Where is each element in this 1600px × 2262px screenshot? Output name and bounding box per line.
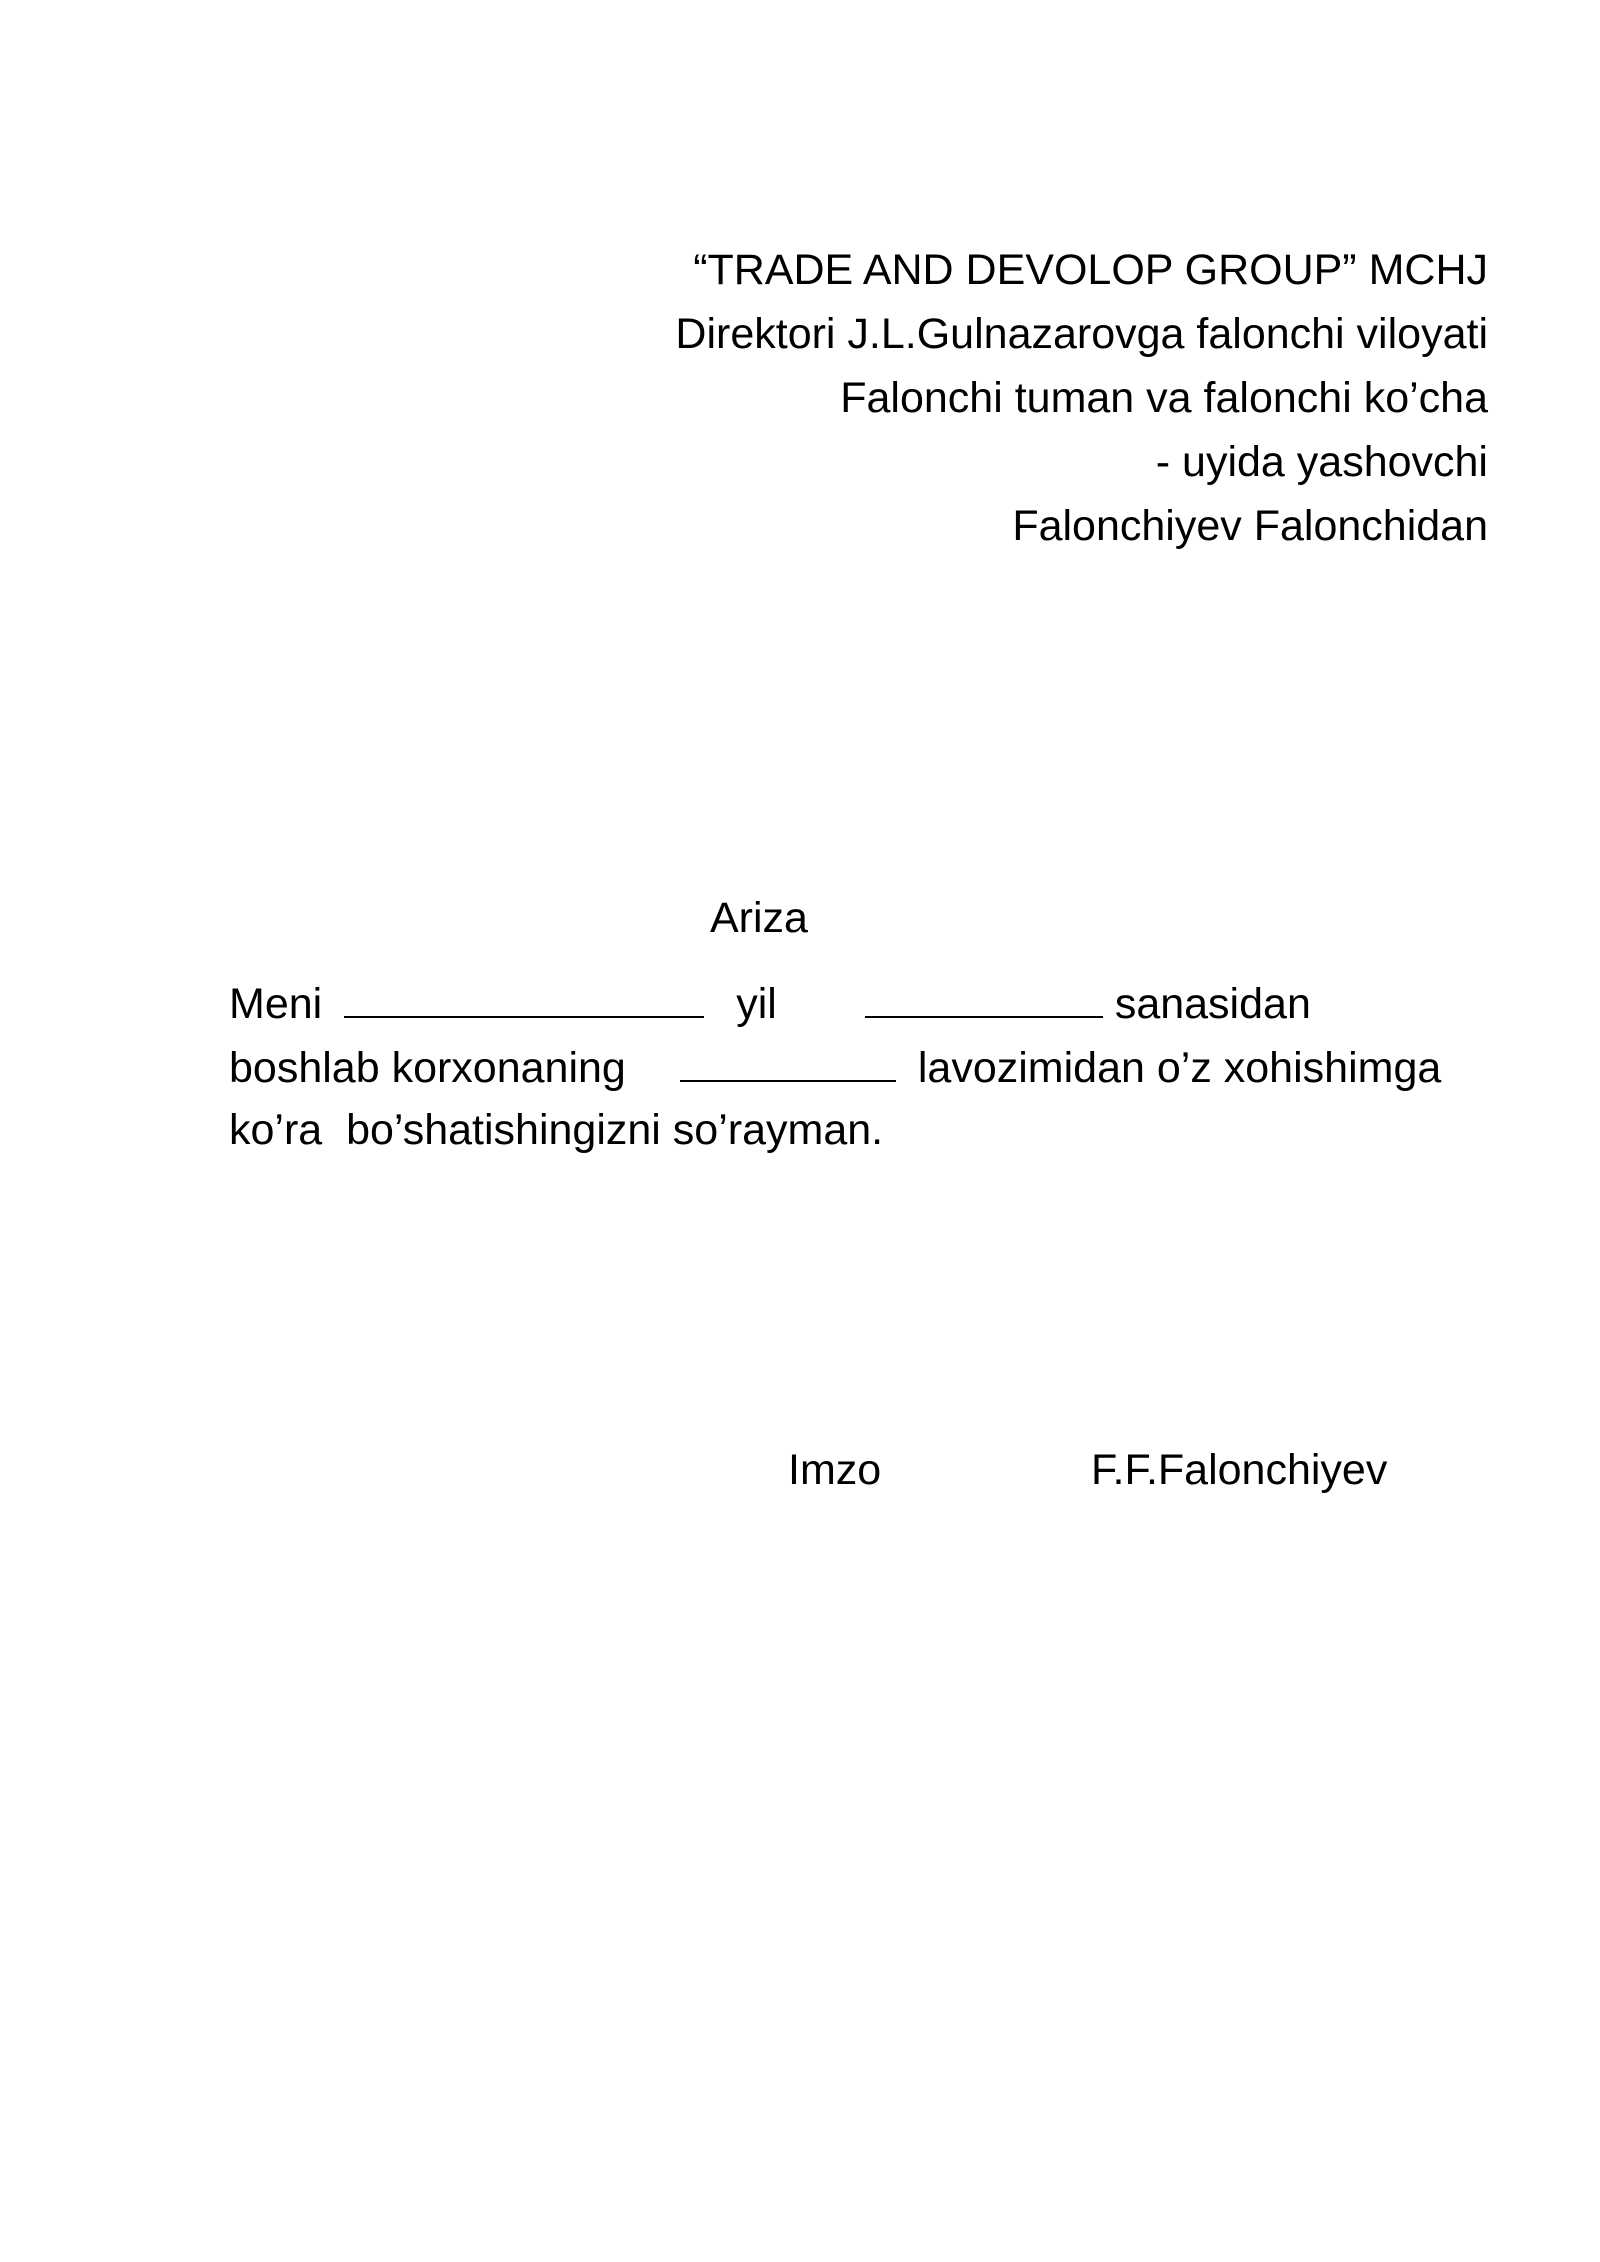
- document-title: Ariza: [710, 894, 808, 942]
- residence-line: - uyida yashovchi: [1155, 438, 1488, 486]
- addressee-block: [488, 238, 1488, 558]
- position-blank: [680, 1034, 896, 1082]
- body-text-boshlab: boshlab korxonaning: [229, 1044, 626, 1092]
- address-line: Falonchi tuman va falonchi ko’cha: [840, 374, 1488, 422]
- body-line-3: ko’ra bo’shatishingizni so’rayman.: [229, 1106, 884, 1154]
- director-line: Direktori J.L.Gulnazarovga falonchi viloyati: [675, 310, 1488, 358]
- body-text-sanasidan: sanasidan: [1114, 980, 1311, 1028]
- body-text-yil: yil: [736, 980, 777, 1028]
- signature-name: F.F.Falonchiyev: [1091, 1446, 1388, 1494]
- signature-label: Imzo: [788, 1446, 882, 1494]
- body-line-1: [229, 970, 1489, 1034]
- body-line-2: [229, 1034, 1489, 1098]
- applicant-name: Falonchiyev Falonchidan: [1012, 502, 1488, 550]
- application-body: [229, 970, 1489, 1162]
- year-blank: [344, 970, 704, 1018]
- body-text-meni: Meni: [229, 980, 323, 1028]
- company-name: “TRADE AND DEVOLOP GROUP” MCHJ: [693, 246, 1488, 294]
- date-blank: [865, 970, 1103, 1018]
- body-text-lavozimidan: lavozimidan o’z xohishimga: [917, 1044, 1442, 1092]
